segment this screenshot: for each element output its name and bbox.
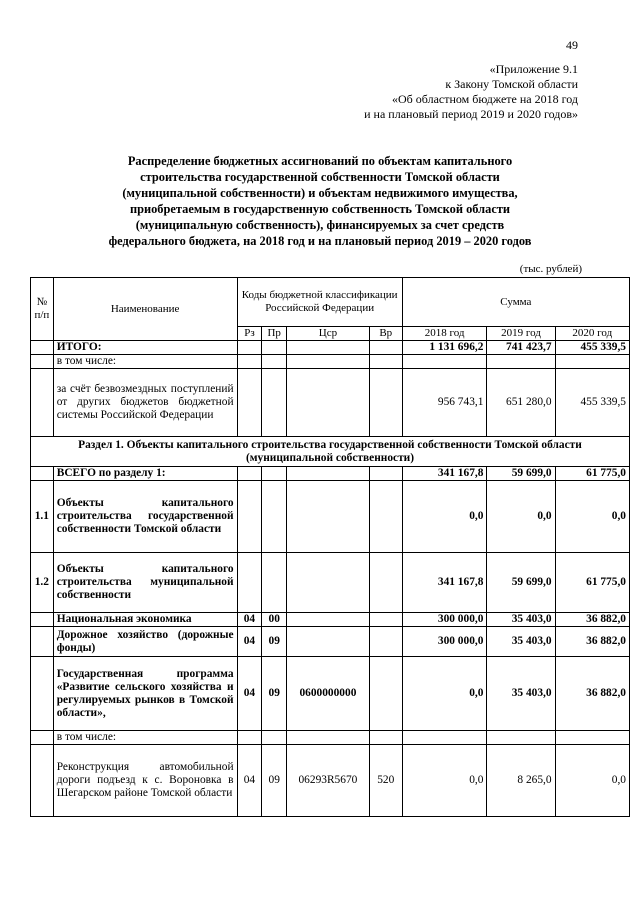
item-1-2-name: Объекты капитального строительства муниципальной собственности <box>53 553 237 613</box>
total-2018: 1 131 696,2 <box>402 341 487 355</box>
header-sum: Сумма <box>402 278 629 327</box>
table-header-row <box>31 278 630 327</box>
road-economy-pr: 09 <box>262 627 287 657</box>
reconstruction-pr: 09 <box>262 745 287 817</box>
title-line: (муниципальную собственность), финансируемых за счет средств <box>135 218 505 232</box>
header-vr: Вр <box>369 327 402 341</box>
header-csr: Цср <box>287 327 370 341</box>
national-economy-pr: 00 <box>262 613 287 627</box>
state-program-rz: 04 <box>237 657 262 731</box>
table-row <box>31 437 630 467</box>
table-row <box>31 745 630 817</box>
budget-table <box>30 277 630 817</box>
header-2019: 2019 год <box>487 327 555 341</box>
state-program-pr: 09 <box>262 657 287 731</box>
appendix-reference <box>364 62 578 122</box>
total-2019: 741 423,7 <box>487 341 555 355</box>
title-line: строительства государственной собственности Томской области <box>140 170 500 184</box>
document-title <box>32 153 608 249</box>
appendix-line: «Приложение 9.1 <box>489 62 578 76</box>
gratuitous-2020: 455 339,5 <box>555 369 629 437</box>
section-1-total-2018: 341 167,8 <box>402 467 487 481</box>
table-row <box>31 731 630 745</box>
state-program-name: Государственная программа «Развитие сельского хозяйства и регулируемых рынков в Томской области», <box>53 657 237 731</box>
section-1-total-2020: 61 775,0 <box>555 467 629 481</box>
appendix-line: и на плановый период 2019 и 2020 годов» <box>364 107 578 121</box>
header-num: № п/п <box>31 278 54 341</box>
reconstruction-vr: 520 <box>369 745 402 817</box>
header-2018: 2018 год <box>402 327 487 341</box>
header-2020: 2020 год <box>555 327 629 341</box>
table-row <box>31 553 630 613</box>
table-row <box>31 481 630 553</box>
national-economy-2020: 36 882,0 <box>555 613 629 627</box>
reconstruction-rz: 04 <box>237 745 262 817</box>
reconstruction-2019: 8 265,0 <box>487 745 555 817</box>
state-program-2018: 0,0 <box>402 657 487 731</box>
national-economy-2018: 300 000,0 <box>402 613 487 627</box>
title-line: приобретаемым в государственную собственность Томской области <box>129 202 511 216</box>
header-name: Наименование <box>53 278 237 341</box>
reconstruction-2020: 0,0 <box>555 745 629 817</box>
total-label: ИТОГО: <box>53 341 237 355</box>
header-codes: Коды бюджетной классификации Российской Федерации <box>237 278 402 327</box>
table-row <box>31 627 630 657</box>
national-economy-rz: 04 <box>237 613 262 627</box>
item-1-2-2019: 59 699,0 <box>487 553 555 613</box>
item-1-1-2020: 0,0 <box>555 481 629 553</box>
section-1-title: Раздел 1. Объекты капитального строительства государственной собственности Томской области (муниципальной собственности) <box>31 437 630 467</box>
title-line: Распределение бюджетных ассигнований по объектам капитального <box>127 154 513 168</box>
gratuitous-label: за счёт безвозмездных поступлений от других бюджетов бюджетной системы Российской Федерации <box>53 369 237 437</box>
state-program-csr: 0600000000 <box>287 657 370 731</box>
table-row <box>31 341 630 355</box>
section-1-total-label: ВСЕГО по разделу 1: <box>53 467 237 481</box>
table-row <box>31 369 630 437</box>
reconstruction-2018: 0,0 <box>402 745 487 817</box>
table-row <box>31 613 630 627</box>
gratuitous-2019: 651 280,0 <box>487 369 555 437</box>
item-1-2-2018: 341 167,8 <box>402 553 487 613</box>
item-1-2-2020: 61 775,0 <box>555 553 629 613</box>
title-line: (муниципальной собственности) и объектам недвижимого имущества, <box>122 186 518 200</box>
road-economy-2020: 36 882,0 <box>555 627 629 657</box>
item-1-1-2018: 0,0 <box>402 481 487 553</box>
header-pr: Пр <box>262 327 287 341</box>
road-economy-rz: 04 <box>237 627 262 657</box>
reconstruction-name: Реконструкция автомобильной дороги подъезд к с. Вороновка в Шегарском районе Томской области <box>53 745 237 817</box>
table-row <box>31 467 630 481</box>
road-economy-name: Дорожное хозяйство (дорожные фонды) <box>53 627 237 657</box>
reconstruction-csr: 06293R5670 <box>287 745 370 817</box>
item-1-1-num: 1.1 <box>31 481 54 553</box>
appendix-line: к Закону Томской области <box>445 77 578 91</box>
road-economy-2018: 300 000,0 <box>402 627 487 657</box>
gratuitous-2018: 956 743,1 <box>402 369 487 437</box>
table-row <box>31 355 630 369</box>
national-economy-name: Национальная экономика <box>53 613 237 627</box>
state-program-2020: 36 882,0 <box>555 657 629 731</box>
item-1-1-2019: 0,0 <box>487 481 555 553</box>
title-line: федерального бюджета, на 2018 год и на плановый период 2019 – 2020 годов <box>108 234 532 248</box>
appendix-line: «Об областном бюджете на 2018 год <box>392 92 578 106</box>
item-1-2-num: 1.2 <box>31 553 54 613</box>
units-label: (тыс. рублей) <box>519 263 582 275</box>
national-economy-2019: 35 403,0 <box>487 613 555 627</box>
page-number: 49 <box>566 38 578 52</box>
table-row <box>31 657 630 731</box>
including-label-2: в том числе: <box>53 731 237 745</box>
section-1-total-2019: 59 699,0 <box>487 467 555 481</box>
header-rz: Рз <box>237 327 262 341</box>
item-1-1-name: Объекты капитального строительства государственной собственности Томской области <box>53 481 237 553</box>
state-program-2019: 35 403,0 <box>487 657 555 731</box>
total-2020: 455 339,5 <box>555 341 629 355</box>
road-economy-2019: 35 403,0 <box>487 627 555 657</box>
including-label: в том числе: <box>53 355 237 369</box>
